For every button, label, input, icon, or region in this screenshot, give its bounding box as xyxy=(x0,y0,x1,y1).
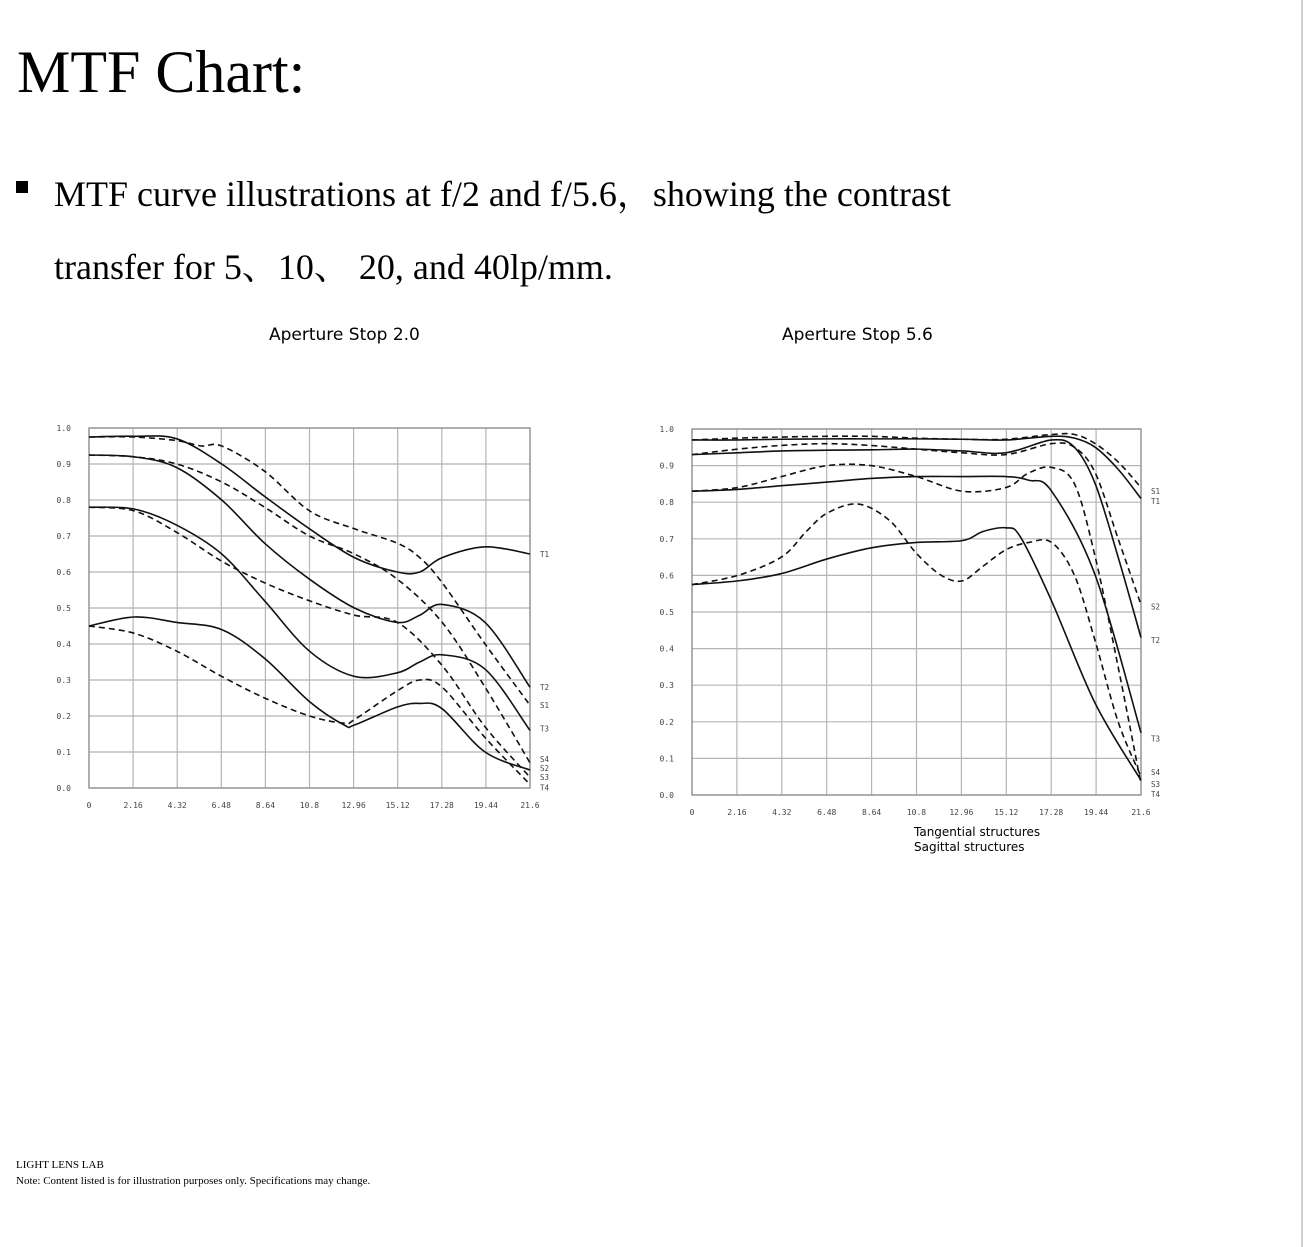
x-tick-label: 8.64 xyxy=(861,808,882,817)
y-tick-label: 0.6 xyxy=(659,571,674,581)
curve-label-s2: S2 xyxy=(1151,602,1161,612)
chart-title-f56: Aperture Stop 5.6 xyxy=(782,325,933,345)
y-tick-label: 0.9 xyxy=(56,460,71,469)
chart-f2 xyxy=(57,424,550,810)
x-tick-label: 12.96 xyxy=(949,808,974,817)
footer-note: Note: Content listed is for illustration purposes only. Specifications may change. xyxy=(16,1175,371,1187)
y-tick-label: 0.8 xyxy=(56,496,71,505)
curve-label-s3: S3 xyxy=(1151,780,1161,790)
x-tick-label: 21.6 xyxy=(520,801,540,810)
x-tick-label: 4.32 xyxy=(167,801,187,810)
legend-tangential: Tangential structures xyxy=(914,825,1041,839)
y-tick-label: 0.2 xyxy=(56,712,71,721)
y-tick-label: 0.1 xyxy=(659,754,674,764)
y-tick-label: 0.3 xyxy=(56,676,71,685)
y-tick-label: 0.7 xyxy=(659,534,674,544)
x-tick-label: 6.48 xyxy=(211,801,231,810)
x-tick-label: 0 xyxy=(689,808,695,817)
y-tick-label: 0.4 xyxy=(659,644,674,654)
x-tick-label: 21.6 xyxy=(1131,808,1151,817)
y-tick-label: 0.2 xyxy=(659,717,674,727)
x-tick-label: 6.48 xyxy=(817,808,837,817)
description-line-1: MTF curve illustrations at f/2 and f/5.6，showing the contrast xyxy=(54,174,951,214)
x-tick-label: 2.16 xyxy=(123,801,143,810)
x-tick-label: 17.28 xyxy=(429,801,454,810)
y-tick-label: 0.6 xyxy=(56,568,71,577)
x-tick-label: 10.8 xyxy=(906,808,927,817)
page-title: MTF Chart: xyxy=(17,39,306,105)
curve-label-s1: S1 xyxy=(1151,487,1161,497)
y-tick-label: 1.0 xyxy=(659,425,674,434)
curve-label-t3: T3 xyxy=(540,724,550,734)
x-tick-label: 0 xyxy=(86,801,92,810)
curve-label-t1: T1 xyxy=(540,550,550,559)
x-tick-label: 12.96 xyxy=(341,801,366,810)
y-tick-label: 0.1 xyxy=(56,748,71,757)
x-tick-label: 19.44 xyxy=(473,801,498,810)
x-tick-label: 8.64 xyxy=(255,801,276,810)
curve-label-t2: T2 xyxy=(540,683,550,693)
curve-label-t4: T4 xyxy=(540,783,550,793)
chart-title-f2: Aperture Stop 2.0 xyxy=(269,325,420,345)
description-line-2: transfer for 5、10、 20, and 40lp/mm. xyxy=(54,247,613,287)
curve-label-s3: S3 xyxy=(540,773,550,783)
x-tick-label: 2.16 xyxy=(727,808,747,817)
x-tick-label: 15.12 xyxy=(385,801,410,810)
y-tick-label: 0.7 xyxy=(56,532,71,541)
y-tick-label: 0.9 xyxy=(659,461,674,471)
curve-label-t2: T2 xyxy=(1151,636,1161,646)
chart-f56 xyxy=(660,425,1161,817)
y-tick-label: 0.5 xyxy=(56,604,71,613)
curve-label-t3: T3 xyxy=(1151,734,1161,744)
x-tick-label: 19.44 xyxy=(1084,808,1109,817)
y-tick-label: 0.4 xyxy=(56,640,71,649)
y-tick-label: 0.3 xyxy=(659,681,674,691)
y-tick-label: 1.0 xyxy=(56,424,71,433)
curve-label-t1: T1 xyxy=(1151,497,1161,507)
footer-brand: LIGHT LENS LAB xyxy=(16,1159,104,1171)
y-tick-label: 0.8 xyxy=(659,498,674,508)
y-tick-label: 0.0 xyxy=(56,784,71,793)
curve-label-s1: S1 xyxy=(540,701,550,711)
x-tick-label: 17.28 xyxy=(1039,808,1064,817)
curve-label-s4: S4 xyxy=(540,755,550,765)
y-tick-label: 0.0 xyxy=(659,791,674,800)
x-tick-label: 15.12 xyxy=(994,808,1019,817)
x-tick-label: 4.32 xyxy=(772,808,792,817)
y-tick-label: 0.5 xyxy=(659,608,674,617)
curve-label-t4: T4 xyxy=(1151,789,1161,799)
legend-sagittal: Sagittal structures xyxy=(914,840,1025,854)
x-tick-label: 10.8 xyxy=(299,801,320,810)
curve-label-s4: S4 xyxy=(1151,767,1161,777)
curve-label-s2: S2 xyxy=(540,763,550,773)
